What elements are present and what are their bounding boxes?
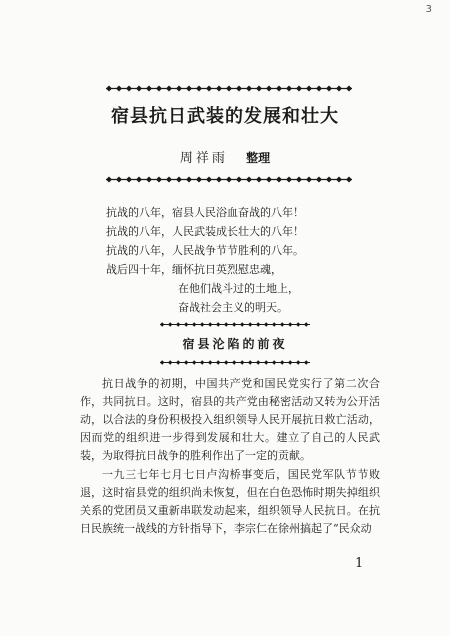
rule-diamond (296, 360, 300, 364)
rule-diamond (146, 86, 152, 92)
rule-diamond (184, 322, 188, 326)
rule-diamond (196, 177, 202, 183)
rule-diamond (208, 360, 212, 364)
rule-diamond (226, 86, 232, 92)
rule-diamond (106, 86, 112, 92)
rule-diamond (224, 360, 228, 364)
section-heading: 宿县沦陷的前夜 (182, 337, 288, 351)
rule-diamond (246, 177, 252, 183)
decorative-rule-top (106, 85, 352, 92)
rule-diamond (160, 322, 164, 326)
rule-diamond (192, 322, 196, 326)
rule-diamond (296, 177, 302, 183)
rule-diamond (186, 177, 192, 183)
rule-diamond (232, 322, 236, 326)
rule-diamond (280, 360, 284, 364)
rule-diamond (176, 86, 182, 92)
rule-diamond (304, 322, 308, 326)
section-rule-top (160, 322, 310, 327)
rule-diamond (236, 86, 242, 92)
rule-diamond (296, 86, 302, 92)
paragraph: 抗日战争的初期，中国共产党和国民党实行了第二次合作，共同抗日。这时，宿县的共产党由秘密活动又转为公开活动，以合法的身份积极投入组织领导人民开展抗日救亡活动，因而党的组织进一步得到发展和壮大。建立了自己的人民武装，为取得抗日战争的胜利作出了一定的贡献。 (80, 377, 380, 462)
rule-diamond (306, 177, 312, 183)
rule-diamond (272, 322, 276, 326)
rule-diamond (168, 322, 172, 326)
rule-diamond (196, 86, 202, 92)
rule-diamond (256, 177, 262, 183)
rule-diamond (248, 360, 252, 364)
rule-diamond (176, 177, 182, 183)
rule-diamond (176, 322, 180, 326)
rule-diamond (276, 86, 282, 92)
rule-diamond (272, 360, 276, 364)
rule-diamond (160, 360, 164, 364)
poem-line: 奋战社会主义的明天。 (178, 301, 288, 314)
rule-diamond (288, 360, 292, 364)
rule-diamond (200, 360, 204, 364)
rule-diamond (106, 177, 112, 183)
article-title: 宿县抗日武装的发展和壮大 (111, 106, 339, 127)
rule-diamond (288, 322, 292, 326)
poem-line: 在他们战斗过的土地上， (178, 282, 299, 295)
rule-diamond (336, 86, 342, 92)
rule-diamond (226, 177, 232, 183)
rule-diamond (236, 177, 242, 183)
rule-diamond (200, 322, 204, 326)
rule-diamond (276, 177, 282, 183)
poem-line: 抗战的八年，人民武装成长壮大的八年！ (106, 225, 304, 238)
rule-diamond (264, 360, 268, 364)
rule-diamond (166, 86, 172, 92)
rule-diamond (116, 177, 122, 183)
decorative-rule-middle (106, 176, 352, 183)
rule-diamond (192, 360, 196, 364)
rule-diamond (126, 86, 132, 92)
rule-diamond (126, 177, 132, 183)
rule-diamond (166, 177, 172, 183)
rule-diamond (256, 86, 262, 92)
poem-line: 战后四十年，缅怀抗日英烈慰忠魂， (106, 263, 282, 276)
page-number: 1 (355, 556, 364, 571)
rule-diamond (186, 86, 192, 92)
rule-diamond (206, 177, 212, 183)
author-role: 整理 (246, 151, 271, 165)
rule-diamond (216, 322, 220, 326)
rule-diamond (216, 360, 220, 364)
rule-diamond (306, 86, 312, 92)
rule-diamond (136, 177, 142, 183)
author-name: 周祥雨 (179, 151, 228, 166)
rule-diamond (116, 86, 122, 92)
rule-diamond (248, 322, 252, 326)
corner-mark: 3 (425, 4, 432, 15)
rule-diamond (256, 322, 260, 326)
rule-diamond (156, 86, 162, 92)
rule-diamond (266, 86, 272, 92)
rule-diamond (266, 177, 272, 183)
rule-diamond (316, 86, 322, 92)
rule-diamond (280, 322, 284, 326)
rule-diamond (168, 360, 172, 364)
rule-diamond (316, 177, 322, 183)
rule-diamond (206, 86, 212, 92)
article-body (80, 375, 380, 539)
rule-diamond (286, 177, 292, 183)
rule-diamond (286, 86, 292, 92)
rule-diamond (336, 177, 342, 183)
opening-poem (106, 203, 406, 317)
rule-diamond (216, 86, 222, 92)
rule-diamond (326, 177, 332, 183)
rule-diamond (240, 360, 244, 364)
rule-diamond (208, 322, 212, 326)
rule-diamond (346, 86, 352, 92)
poem-line: 抗战的八年，人民战争节节胜利的八年。 (106, 244, 304, 257)
rule-diamond (264, 322, 268, 326)
rule-diamond (304, 360, 308, 364)
rule-diamond (240, 322, 244, 326)
rule-diamond (246, 86, 252, 92)
poem-line: 抗战的八年，宿县人民浴血奋战的八年！ (106, 206, 304, 219)
rule-diamond (156, 177, 162, 183)
rule-diamond (326, 86, 332, 92)
rule-diamond (216, 177, 222, 183)
paragraph: 一九三七年七月七日卢沟桥事变后，国民党军队节节败退，这时宿县党的组织尚未恢复，但在白色恐怖时期失掉组织关系的党团员又重新串联发动起来，组织领导人民抗日。在抗日民族统一战线的方针指导下，李宗仁在徐州搞起了“民众动 (80, 468, 380, 535)
rule-diamond (232, 360, 236, 364)
rule-diamond (256, 360, 260, 364)
rule-diamond (346, 177, 352, 183)
rule-diamond (176, 360, 180, 364)
section-header (160, 322, 310, 366)
rule-diamond (136, 86, 142, 92)
rule-diamond (184, 360, 188, 364)
rule-diamond (146, 177, 152, 183)
rule-diamond (224, 322, 228, 326)
rule-diamond (296, 322, 300, 326)
section-rule-bottom (160, 360, 310, 365)
author-line (0, 147, 450, 166)
